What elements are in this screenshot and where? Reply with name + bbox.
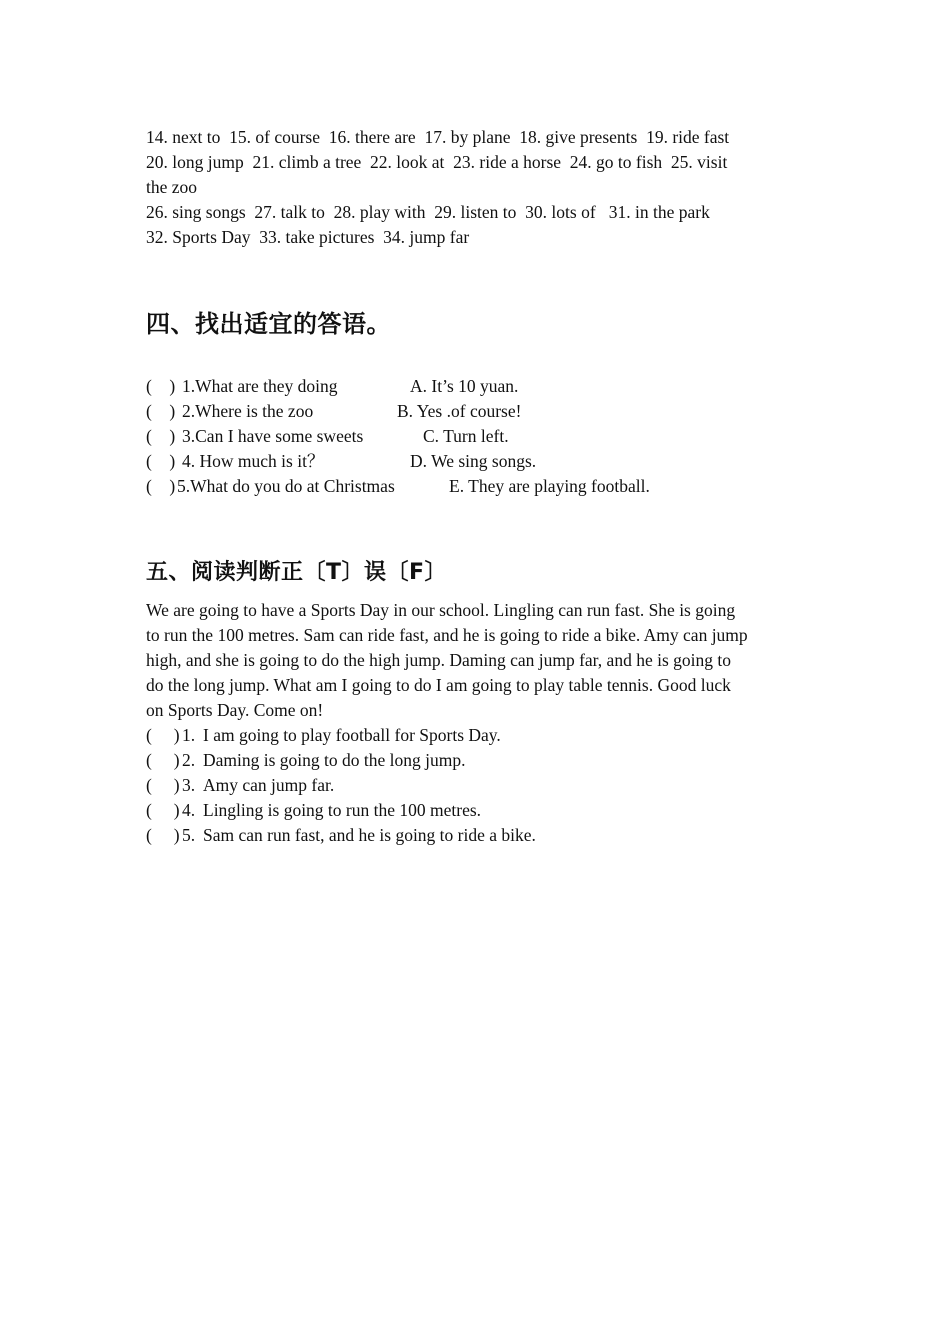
match-row: [146, 424, 509, 449]
passage-line: We are going to have a Sports Day in our school. Lingling can run fast. She is going: [146, 600, 736, 620]
question-text: 3.Can I have some sweets: [182, 426, 364, 446]
section-5-title: 五、阅读判断正〔T〕误〔F〕: [146, 560, 448, 585]
true-false-item: [146, 823, 536, 848]
question-text: 5.What do you do at Christmas: [177, 476, 395, 496]
question-text: 4. How much is it？: [182, 451, 325, 471]
passage-line: high, and she is going to do the high jump. Daming can jump far, and he is going to: [146, 650, 731, 670]
phrase-line: 14. next to 15. of course 16. there are 17. by plane 18. give presents 19. ride fast: [146, 127, 730, 147]
answer-blank: ( ): [146, 725, 180, 745]
true-false-item: [146, 723, 501, 748]
item-number: 2.: [182, 750, 196, 770]
phrase-line: 32. Sports Day 33. take pictures 34. jump far: [146, 227, 470, 247]
answer-blank: ( ): [146, 476, 176, 496]
item-number: 3.: [182, 775, 196, 795]
answer-blank: ( ): [146, 750, 180, 770]
answer-blank: ( ): [146, 376, 176, 396]
answer-blank: ( ): [146, 825, 180, 845]
item-text: I am going to play football for Sports Day.: [203, 725, 501, 745]
passage-line: do the long jump. What am I going to do I am going to play table tennis. Good luck: [146, 675, 731, 695]
answer-option: E. They are playing football.: [449, 476, 650, 496]
answer-option: C. Turn left.: [423, 426, 509, 446]
true-false-item: [146, 798, 482, 823]
answer-blank: ( ): [146, 800, 180, 820]
passage-line: to run the 100 metres. Sam can ride fast, and he is going to ride a bike. Amy can jump: [146, 625, 748, 645]
question-text: 2.Where is the zoo: [182, 401, 314, 421]
phrase-line: 20. long jump 21. climb a tree 22. look at 23. ride a horse 24. go to fish 25. visit: [146, 152, 728, 172]
item-number: 5.: [182, 825, 196, 845]
phrase-line: 26. sing songs 27. talk to 28. play with 29. listen to 30. lots of 31. in the park: [146, 202, 710, 222]
answer-option: D. We sing songs.: [410, 451, 537, 471]
match-row: [146, 474, 650, 499]
true-false-item: [146, 748, 466, 773]
item-text: Sam can run fast, and he is going to ride a bike.: [203, 825, 536, 845]
answer-blank: ( ): [146, 426, 176, 446]
match-row: [146, 449, 537, 474]
section-4-title: 四、找出适宜的答语。: [146, 310, 391, 338]
match-row: [146, 399, 522, 424]
passage-line: on Sports Day. Come on!: [146, 700, 324, 720]
true-false-item: [146, 773, 335, 798]
answer-blank: ( ): [146, 775, 180, 795]
answer-option: A. It’s 10 yuan.: [410, 376, 519, 396]
item-number: 4.: [182, 800, 196, 820]
match-row: [146, 374, 519, 399]
item-text: Amy can jump far.: [203, 775, 335, 795]
phrase-line: the zoo: [146, 177, 198, 197]
answer-option: B. Yes .of course!: [397, 401, 522, 421]
item-text: Lingling is going to run the 100 metres.: [203, 800, 482, 820]
item-text: Daming is going to do the long jump.: [203, 750, 466, 770]
question-text: 1.What are they doing: [182, 376, 338, 396]
answer-blank: ( ): [146, 401, 176, 421]
item-number: 1.: [182, 725, 196, 745]
answer-blank: ( ): [146, 451, 176, 471]
